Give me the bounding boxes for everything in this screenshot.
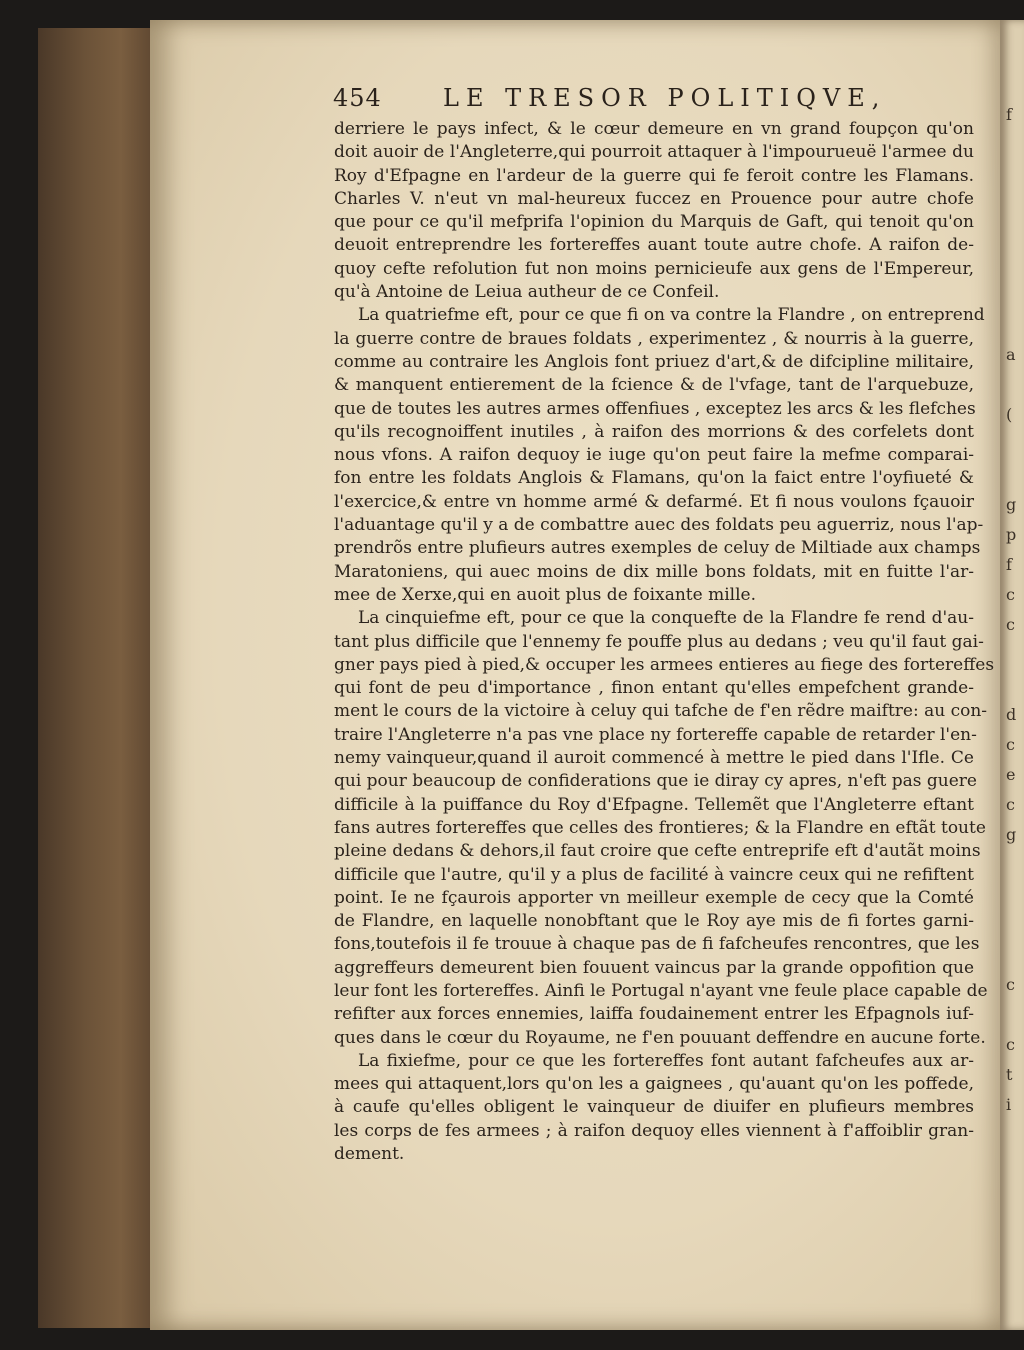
- facing-fragment: [1006, 880, 1024, 910]
- text-line: & manquent entierement de la fcience & de l'vfage, tant de l'arquebuze,: [334, 375, 974, 396]
- book-page-edges: [38, 28, 156, 1328]
- text-line: de Flandre, en laquelle nonobftant que le Roy aye mis de fi fortes garni-: [334, 911, 974, 932]
- text-line: derriere le pays infect, & le cœur demeure en vn grand foupçon qu'on: [334, 119, 974, 139]
- facing-fragment: [1006, 670, 1024, 700]
- facing-fragment: [1006, 370, 1024, 400]
- facing-fragment: [1006, 250, 1024, 280]
- facing-fragment: c: [1006, 795, 1015, 814]
- text-line: qui font de peu d'importance , finon entant qu'elles empefchent grande-: [334, 678, 974, 699]
- facing-fragment: [1006, 130, 1024, 160]
- facing-fragment: [1006, 1000, 1024, 1030]
- text-line: l'exercice,& entre vn homme armé & defarmé. Et fi nous voulons fçauoir: [334, 491, 974, 512]
- facing-fragment: [1006, 280, 1024, 310]
- text-line: pleine dedans & dehors,il faut croire que cefte entreprife eft d'autãt moins: [334, 841, 981, 862]
- text-line: fans autres fortereffes que celles des frontieres; & la Flandre en eftãt toute: [334, 817, 986, 838]
- page-number: 454: [333, 84, 382, 112]
- text-line: leur font les fortereffes. Ainfi le Portugal n'ayant vne feule place capable de: [334, 980, 988, 1001]
- text-line: point. Ie ne fçaurois apporter vn meilleur exemple de cecy que la Comté: [334, 887, 974, 908]
- text-line: la guerre contre de braues foldats , experimentez , & nourris à la guerre,: [334, 328, 974, 349]
- text-line: qu'ils recognoiffent inutiles , à raifon des morrions & des corfelets dont: [334, 421, 974, 442]
- facing-fragment: c: [1006, 975, 1015, 994]
- text-line: mee de Xerxe,qui en auoit plus de foixante mille.: [334, 584, 756, 605]
- facing-fragment: [1006, 160, 1024, 190]
- facing-fragment: c: [1006, 585, 1015, 604]
- text-line: nemy vainqueur,quand il auroit commencé à mettre le pied dans l'Ifle. Ce: [334, 748, 974, 769]
- facing-fragment: t: [1006, 1065, 1013, 1084]
- text-line: ment le cours de la victoire à celuy qui tafche de f'en rẽdre maiftre: au con-: [334, 701, 988, 722]
- facing-fragment: [1006, 460, 1024, 490]
- facing-fragment: g: [1006, 495, 1017, 514]
- text-line: fons,toutefois il fe trouue à chaque pas de fi fafcheufes rencontres, que les: [334, 934, 980, 955]
- text-line: refifter aux forces ennemies, laiffa foudainement entrer les Efpagnols iuf-: [334, 1004, 974, 1025]
- running-title: LE TRESOR POLITIQVE,: [443, 84, 887, 112]
- text-line: qui pour beaucoup de confiderations que ie diray cy apres, n'eft pas guere: [334, 771, 977, 792]
- text-line: dement.: [334, 1144, 405, 1165]
- facing-fragment: c: [1006, 735, 1015, 754]
- facing-fragment: c: [1006, 615, 1015, 634]
- text-line: aggreffeurs demeurent bien fouuent vaincus par la grande oppofition que: [334, 957, 974, 978]
- text-line: qu'à Antoine de Leiua autheur de ce Confeil.: [334, 282, 720, 303]
- text-line: doit auoir de l'Angleterre,qui pourroit attaquer à l'impourueuë l'armee du: [334, 142, 974, 163]
- page-header: [333, 84, 973, 118]
- text-line: gner pays pied à pied,& occuper les armees entieres au fiege des fortereffes: [334, 654, 995, 675]
- text-line: quoy cefte refolution fut non moins pernicieufe aux gens de l'Empereur,: [334, 258, 974, 279]
- text-line: difficile à la puiffance du Roy d'Efpagne. Tellemẽt que l'Angleterre eftant: [334, 794, 974, 815]
- text-line: La fixiefme, pour ce que les fortereffes font autant fafcheufes aux ar-: [358, 1050, 974, 1071]
- facing-fragment: f: [1006, 105, 1012, 124]
- facing-fragment: [1006, 850, 1024, 880]
- body-text: [334, 118, 995, 1166]
- facing-fragment: [1006, 910, 1024, 940]
- text-line: La cinquiefme eft, pour ce que la conquefte de la Flandre fe rend d'au-: [358, 608, 974, 629]
- facing-fragment: [1006, 310, 1024, 340]
- text-line: nous vfons. A raifon dequoy ie iuge qu'on peut faire la mefme comparai-: [334, 445, 974, 466]
- facing-fragment: [1006, 940, 1024, 970]
- text-line: La quatriefme eft, pour ce que fi on va contre la Flandre , on entreprend: [358, 305, 985, 326]
- text-line: Charles V. n'eut vn mal-heureux fuccez en Prouence pour autre chofe: [334, 188, 974, 209]
- text-line: ques dans le cœur du Royaume, ne f'en pouuant deffendre en aucune forte.: [334, 1027, 986, 1048]
- text-line: tant plus difficile que l'ennemy fe pouffe plus au dedans ; veu qu'il faut gai-: [334, 631, 984, 652]
- facing-fragment: d: [1006, 705, 1017, 724]
- text-line: prendrõs entre plufieurs autres exemples de celuy de Miltiade aux champs: [334, 538, 981, 559]
- text-line: deuoit entreprendre les fortereffes auant toute autre chofe. A raifon de-: [334, 235, 974, 256]
- text-line: les corps de fes armees ; à raifon dequoy elles viennent à f'affoiblir gran-: [334, 1120, 974, 1141]
- facing-fragment: [1006, 640, 1024, 670]
- text-line: à caufe qu'elles obligent le vainqueur de diuifer en plufieurs membres: [334, 1097, 974, 1118]
- text-line: comme au contraire les Anglois font priuez d'art,& de difcipline militaire,: [334, 351, 974, 372]
- facing-fragment: e: [1006, 765, 1016, 784]
- text-line: traire l'Angleterre n'a pas vne place ny fortereffe capable de retarder l'en-: [334, 724, 977, 745]
- facing-page-fragments: [1006, 100, 1024, 1200]
- text-line: que pour ce qu'il mefprifa l'opinion du Marquis de Gaft, qui tenoit qu'on: [334, 212, 974, 233]
- text-line: l'aduantage qu'il y a de combattre auec des foldats peu aguerriz, nous l'ap-: [334, 515, 984, 536]
- facing-fragment: p: [1006, 525, 1017, 544]
- text-line: que de toutes les autres armes offenfiues , exceptez les arcs & les flefches: [334, 398, 976, 419]
- facing-fragment: [1006, 220, 1024, 250]
- facing-fragment: (: [1006, 405, 1013, 424]
- text-line: Roy d'Efpagne en l'ardeur de la guerre qui fe feroit contre les Flamans.: [334, 165, 974, 186]
- facing-fragment: c: [1006, 1035, 1015, 1054]
- text-line: difficile que l'autre, qu'il y a plus de facilité à vaincre ceux qui ne refiftent: [334, 864, 974, 885]
- facing-fragment: [1006, 190, 1024, 220]
- facing-fragment: a: [1006, 345, 1016, 364]
- text-line: fon entre les foldats Anglois & Flamans, qu'on la faict entre l'oyfiueté &: [334, 468, 974, 489]
- facing-fragment: [1006, 430, 1024, 460]
- text-line: mees qui attaquent,lors qu'on les a gaignees , qu'auant qu'on les poffede,: [334, 1074, 974, 1095]
- facing-fragment: g: [1006, 825, 1017, 844]
- facing-fragment: f: [1006, 555, 1012, 574]
- facing-fragment: i: [1006, 1095, 1012, 1114]
- text-line: Maratoniens, qui auec moins de dix mille bons foldats, mit en fuitte l'ar-: [334, 561, 974, 582]
